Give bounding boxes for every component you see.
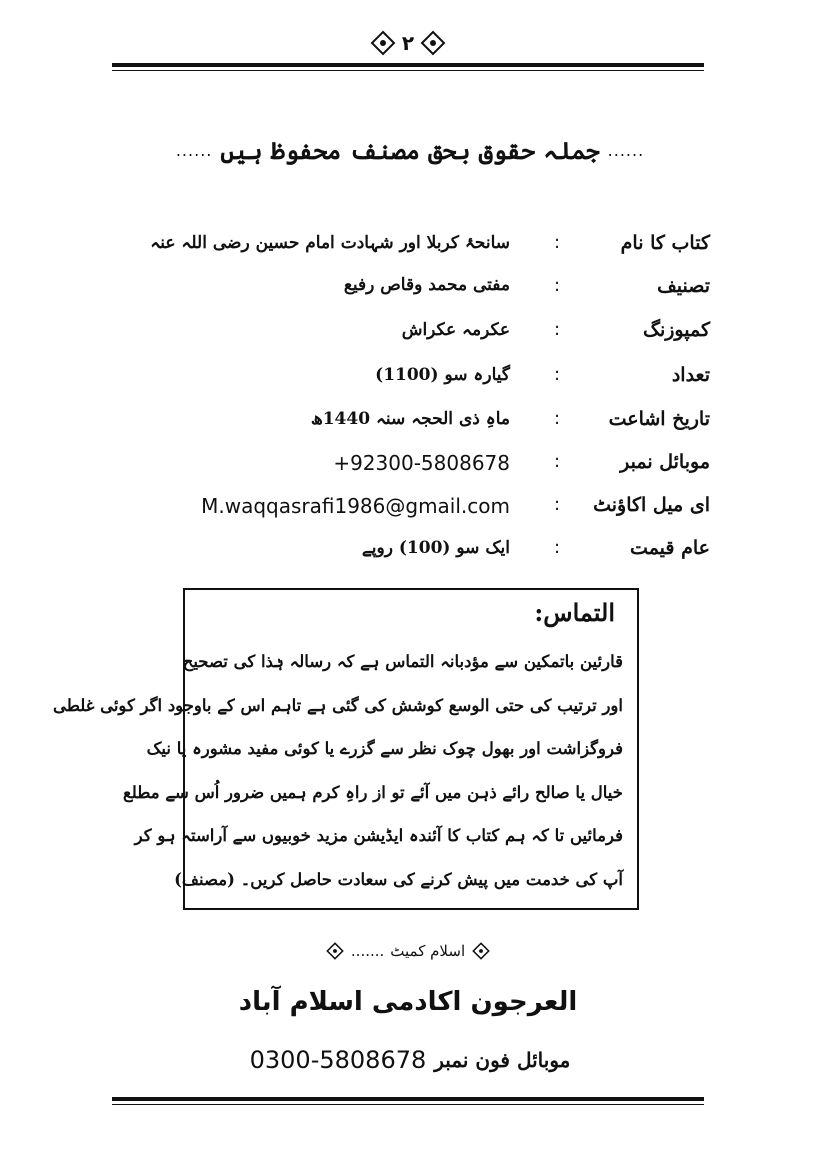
info-row-publish-date (150, 408, 710, 442)
bottom-rule-thin (112, 1104, 704, 1105)
info-value: M.waqqasrafi1986@gmail.com (201, 494, 510, 518)
request-box (52, 588, 639, 910)
info-colon: : (554, 364, 561, 385)
info-colon: : (554, 537, 561, 558)
request-line: آپ کی خدمت میں پیش کرنے کی سعادت حاصل کریں۔ (مصنف) (174, 869, 623, 889)
request-line: قارئین باتمکین سے مؤدبانہ التماس ہے کہ رسالہ ہٰذا کی تصحیح (182, 652, 623, 671)
request-line: خیال یا صالح رائے ذہن میں آئے تو از راہِ کرم ہمیں ضرور اُس سے مطلع (122, 782, 623, 802)
info-label: ای میل اکاؤنٹ (593, 494, 710, 516)
info-row-author (150, 275, 710, 309)
publisher-name: العرجون اکادمی اسلام آباد (238, 987, 578, 1017)
info-label: عام قیمت (630, 537, 710, 559)
info-value: +92300-5808678 (333, 451, 510, 475)
info-label: موبائل نمبر (620, 451, 710, 473)
info-label: تعداد (671, 364, 710, 386)
right-ornament-icon (420, 30, 446, 56)
phone-label: موبائل فون نمبر (434, 1048, 571, 1072)
request-text (52, 640, 623, 901)
info-label: کتاب کا نام (620, 232, 710, 254)
bottom-rule-thick (112, 1097, 704, 1101)
greeting-ornament-left-icon (325, 941, 345, 961)
info-row-email (150, 494, 710, 528)
info-colon: : (554, 408, 561, 429)
info-value: سانحۂ کربلا اور شہادت امام حسین رضی اللہ عنہ (150, 233, 510, 253)
page-title: جملہ حقوق بحق مصنف محفوظ ہیں (220, 135, 600, 165)
title-dots-left: ...... (175, 140, 213, 160)
info-colon: : (554, 451, 561, 472)
greeting-row (300, 935, 516, 967)
info-row-quantity (150, 364, 710, 398)
info-colon: : (554, 275, 561, 296)
info-value: ایک سو (100) روپے (361, 538, 510, 558)
info-colon: : (554, 494, 561, 515)
request-heading: التماس: (534, 598, 615, 627)
info-colon: : (554, 232, 561, 253)
greeting-text: اسلام کمیٹ (390, 942, 466, 960)
greeting-ornament-right-icon (471, 941, 491, 961)
info-value: عکرمہ عکراش (401, 320, 510, 340)
greeting-dots: ....... (350, 942, 385, 960)
title-dots-right: ...... (607, 140, 645, 160)
info-colon: : (554, 319, 561, 340)
info-row-composing (150, 319, 710, 353)
top-rule-thick (112, 63, 704, 67)
info-label: تصنیف (657, 275, 710, 297)
publisher-phone (240, 1040, 580, 1080)
info-label: تاریخ اشاعت (608, 408, 710, 430)
request-line: فروگزاشت اور بھول چوک نظر سے گزرے یا کوئی مفید مشورہ یا نیک (146, 739, 623, 758)
info-value: ماہِ ذی الحجہ سنہ 1440ھ (310, 409, 510, 429)
phone-number: 0300-5808678 (249, 1046, 427, 1074)
request-line: اور ترتیب کی حتی الوسع کوشش کی گئی ہے تاہم اس کے باوجود اگر کوئی غلطی (52, 695, 623, 715)
info-row-price (150, 537, 710, 571)
left-ornament-icon (370, 30, 396, 56)
info-row-book-name (150, 232, 710, 266)
page-number: ۲ (401, 31, 415, 55)
info-value: گیارہ سو (1100) (375, 365, 510, 385)
copyright-title (175, 128, 645, 172)
info-label: کمپوزنگ (642, 319, 710, 341)
info-value: مفتی محمد وقاص رفیع (343, 275, 510, 295)
info-row-mobile (150, 451, 710, 485)
top-rule-thin (112, 70, 704, 71)
page-number-ornament (358, 30, 458, 56)
request-line: فرمائیں تا کہ ہم کتاب کا آئندہ ایڈیشن مزید خوبیوں سے آراستہ ہو کر (134, 826, 623, 845)
